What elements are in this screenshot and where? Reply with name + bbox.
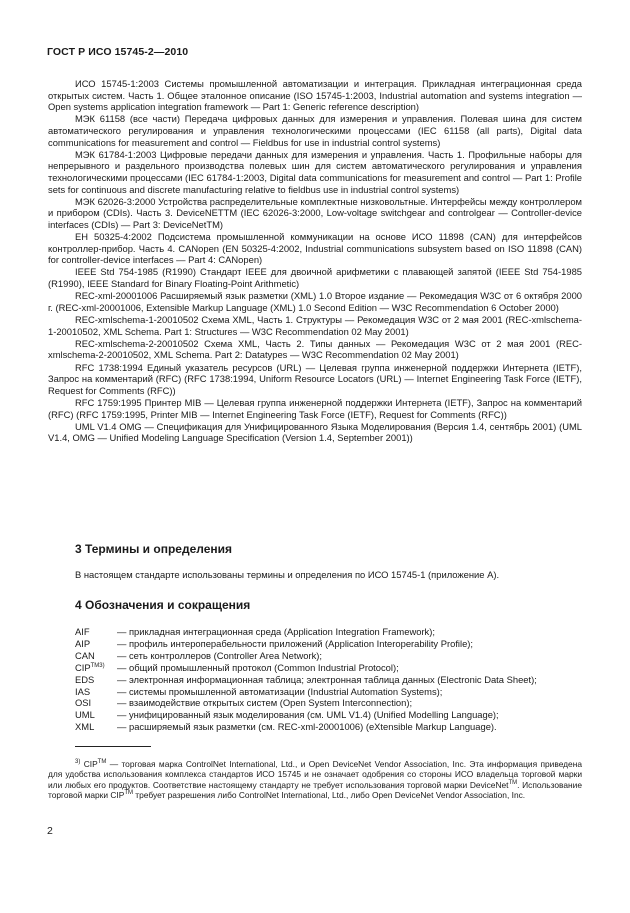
footnote-mark: 3) [75,759,81,765]
abbreviation-row [75,650,585,662]
reference-item: REC-xmlschema-2-20010502 Схема XML, Часть 2. Типы данных — Рекомедация W3C от 2 мая 2001 (REC-xmlschema-2-20010502, XML Schema. Part 2: Datatypes — W3C Recommendation 02 May 2001) [48,337,582,361]
abbreviation-term: AIP [75,637,91,649]
section-3-heading: 3 Термины и определения [75,542,233,556]
reference-item: МЭК 61784-1:2003 Цифровые передачи данных для измерения и управления. Часть 1. Профильные наборы для непрерывного и раздельного производства полевых шин для систем автоматического регулирования и управления технологическими процессами (IEC 61784-1:2003, Digital data communications for measurement and control — Part 1: Profile sets for continuous and discrete manufacturing relative to fieldbus use in industrial control systems) [48,148,582,195]
abbreviation-definition: — общий промышленный протокол (Common Industrial Protocol); [117,661,399,673]
abbreviations-list [75,626,585,733]
reference-item: МЭК 61158 (все части) Передача цифровых данных для измерения и управления. Полевая шина для систем автоматического регулирования и управления технологическими процессами (IEC 61158 (all parts), Digital data communications for measurement and control — Fieldbus for use in industrial control systems) [48,113,582,148]
reference-item: RFC 1759:1995 Принтер MIB — Целевая группа инженерной поддержки Интернета (IETF), Запрос на комментарий (RFC) (RFC 1759:1995, Printer MIB — Internet Engineering Task Force (IETF), Request for Comments (RFC)) [48,396,582,420]
footnote-reference: TM3) [90,662,105,669]
abbreviation-term: AIF [75,626,90,637]
abbreviation-definition: — системы промышленной автоматизации (Industrial Automation Systems); [117,685,443,697]
abbreviation-row [75,686,585,698]
abbreviation-row [75,638,585,650]
abbreviation-row [75,709,585,721]
abbreviation-row [75,626,585,638]
abbreviation-term: UML [75,709,95,721]
abbreviation-term: $CIP^{TM3)}$ [75,661,105,673]
abbreviation-term: OSI [75,697,92,709]
reference-item: IEEE Std 754-1985 (R1990) Стандарт IEEE для двоичной арифметики с плавающей запятой (IEEE Std 754-1985 (R1990), IEEE Standard for Binary Floating-Point Arithmetic) [48,266,582,290]
abbreviation-definition: — профиль интероперабельности приложений (Application Interoperability Profile); [117,637,474,649]
reference-item: МЭК 62026-3:2000 Устройства распределительные комплектные низковольтные. Интерфейсы между контроллером и прибором (CDIs). Часть 3. DeviceNETTM (IEC 62026-3:2000, Low-voltage switchgear and controlgear — Controller-device interfaces (CDIs) — Part 3: DeviceNetTM) [48,195,582,230]
reference-item: RFC 1738:1994 Единый указатель ресурсов (URL) — Целевая группа инженерной поддержки Интернета (IETF), Запрос на комментарий (RFC) (RFC 1738:1994, Uniform Resource Locators (URL) — Internet Engineering Task Force (IETF), Request for Comments (RFC)) [48,361,582,396]
abbreviation-definition: — электронная информационная таблица; электронная таблица данных (Electronic Data Sheet); [117,673,537,685]
abbreviation-definition: — прикладная интеграционная среда (Application Integration Framework); [117,626,435,637]
abbreviation-row [75,721,585,733]
page-number: 2 [47,825,53,837]
reference-item: UML V1.4 OMG — Спецификация для Унифицированного Языка Моделирования (Версия 1.4, сентябрь 2001) (UML V1.4, OMG — Unified Modeling Language Specification (Version 1.4, September 2001)) [48,420,582,444]
reference-item: ИСО 15745-1:2003 Системы промышленной автоматизации и интеграция. Прикладная интеграционная среда открытых систем. Часть 1. Общее эталонное описание (ISO 15745-1:2003, Industrial automation and systems integration — Open systems application integration framework — Part 1: Generic reference description) [48,78,582,113]
abbreviation-term: CAN [75,649,95,661]
reference-item: REC-xml-20001006 Расширяемый язык разметки (XML) 1.0 Второе издание — Рекомедация W3C от 6 октября 2000 г. (REC-xml-20001006, Extensible Markup Language (XML) 1.0 Second Edition — W3C Recommendation 6 October 2000) [48,290,582,313]
abbreviation-term: IAS [75,685,91,697]
abbreviation-row [75,674,585,686]
abbreviation-term: XML [75,721,95,733]
abbreviation-row [75,662,585,674]
section-4-heading: 4 Обозначения и сокращения [75,598,251,612]
footnote [48,759,582,800]
footnote-text: $^{3)}$ CIP™ — торговая марка ControlNet International, Ltd., и Open DeviceNet Vendor Association, Inc. Эта информация приведена для удобства использования комплекса стандартов ИСО 15745 и не означает одобрения со стороны ИСО владельца торговой марки или любых его продуктов. Соответствие настоящему стандарту не требует использования торговой марки DeviceNet™. Использование торговой марки CIP™ требует разрешения либо ControlNet International, Ltd., либо Open DeviceNet Vendor Association, Inc. [48,759,582,800]
abbreviation-row [75,697,585,709]
abbreviation-term: EDS [75,673,95,685]
normative-references [48,78,582,445]
abbreviation-definition: — сеть контроллеров (Controller Area Network); [117,649,322,661]
section-3-text: В настоящем стандарте использованы термины и определения по ИСО 15745-1 (приложение А). [75,569,500,580]
document-header: ГОСТ Р ИСО 15745-2—2010 [47,46,189,58]
reference-item: REC-xmlschema-1-20010502 Схема XML, Часть 1. Структуры — Рекомедация W3C от 2 мая 2001 (REC-xmlschema-1-20010502, XML Schema. Part 1: Structures — W3C Recommendation 02 May 2001) [48,314,582,337]
abbreviation-definition: — взаимодействие открытых систем (Open System Interconnection); [117,697,413,709]
reference-item: ЕН 50325-4:2002 Подсистема промышленной коммуникации на основе ИСО 11898 (CAN) для интерфейсов контроллер-прибор. Часть 4. CANopen (EN 50325-4:2002, Industrial communications subsystem based on ISO 11898 (CAN) for controller-device interfaces — Part 4: CANopen) [48,231,582,266]
abbreviation-definition: — унифицированный язык моделирования (см. UML V1.4) (Unified Modelling Language); [117,709,499,721]
footnote-divider [75,746,151,747]
abbreviation-definition: — расширяемый язык разметки (см. REC-xml-20001006) (eXtensible Markup Language). [117,721,497,733]
